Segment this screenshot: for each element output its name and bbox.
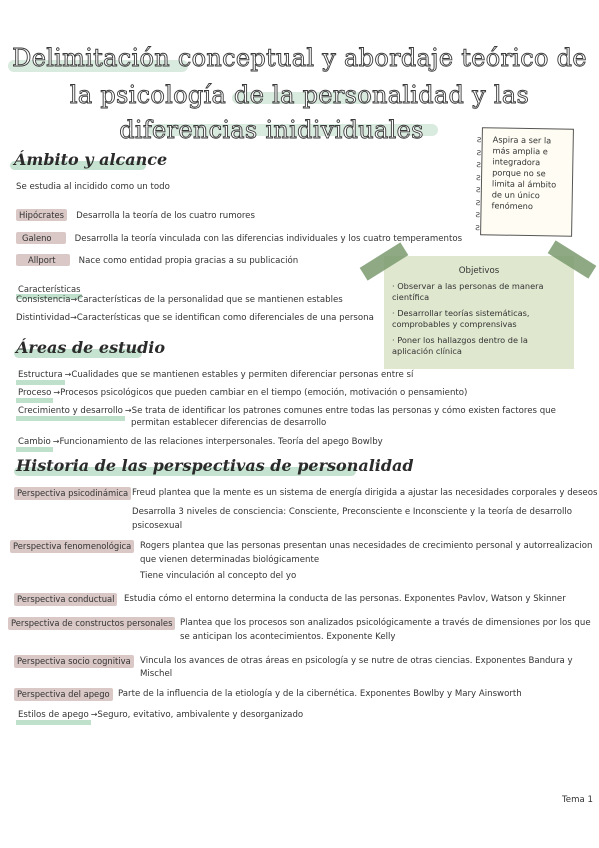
note-line: de un único: [491, 189, 540, 201]
section-heading-ambito: Ámbito y alcance: [14, 150, 168, 169]
perspective-text: Tiene vinculación al concepto del yo: [140, 571, 297, 581]
area-term: Estructura: [16, 370, 65, 385]
estilos-term: Estilos de apego: [16, 710, 91, 725]
area-text: Cualidades que se mantienen estables y permiten diferenciar personas entre sí: [71, 370, 414, 380]
perspective-text: Rogers plantea que las personas presentan unas necesidades de crecimiento personal y autorrealizacion: [140, 541, 593, 551]
author-text: Desarrolla la teoría vinculada con las diferencias individuales y los cuatro temperamentos: [74, 234, 463, 244]
area-item: [16, 436, 383, 448]
objetivo-line: · Poner los hallazgos dentro de la: [392, 335, 528, 345]
arrow-icon: →: [70, 295, 78, 304]
objetivo-line: aplicación clínica: [392, 346, 462, 356]
caracteristica-term: Consistencia: [16, 295, 71, 305]
estilos-apego-item: [16, 709, 303, 721]
perspective-tag: Perspectiva de constructos personales: [8, 617, 175, 630]
sticky-note: [475, 127, 574, 237]
caracteristica-item: [16, 312, 374, 324]
perspective-text: Freud plantea que la mente es un sistema de energía dirigida a ajustar las necesidades corporales y deseos: [132, 488, 598, 498]
arrow-icon: →: [124, 406, 132, 415]
note-line: más amplia e: [492, 145, 548, 157]
area-text: Funcionamiento de las relaciones interpersonales. Teoría del apego Bowlby: [59, 437, 383, 447]
caracteristica-term: Distintividad: [16, 313, 71, 323]
objetivos-title: Objetivos: [458, 266, 500, 276]
ambito-row: [16, 226, 462, 245]
spiral-binding: ƨ ƨ ƨ ƨ ƨ ƨ ƨ ƨ: [475, 135, 482, 233]
objetivo-line: científica: [392, 292, 430, 302]
arrow-icon: →: [64, 370, 72, 379]
note-line: Aspira a ser la: [492, 134, 552, 146]
author-tag: Allport: [16, 254, 70, 266]
area-item: [16, 369, 413, 381]
arrow-icon: →: [52, 437, 60, 446]
page-title-line3: diferencias inidividuales: [119, 116, 424, 144]
note-line: porque no se: [492, 167, 546, 179]
note-line: limita al ámbito: [491, 178, 557, 190]
perspective-text: Parte de la influencia de la etiología y de la cibernética. Exponentes Bowlby y Mary Ainsworth: [118, 689, 522, 699]
perspective-text: Mischel: [140, 669, 173, 679]
arrow-icon: →: [53, 388, 61, 397]
caracteristica-text: Características que se identifican como diferenciales de una persona: [76, 313, 374, 323]
note-line: integradora: [492, 156, 541, 168]
section-heading-areas: Áreas de estudio: [16, 338, 166, 357]
perspective-text: psicosexual: [132, 521, 183, 531]
arrow-icon: →: [90, 710, 98, 719]
objetivo-line: comprobables y comprensivas: [392, 319, 517, 329]
objetivo-line: · Desarrollar teorías sistemáticas,: [392, 308, 530, 318]
caracteristica-item: [16, 294, 343, 306]
perspective-text: que vienen determinadas biológicamente: [140, 555, 320, 565]
perspective-text: Estudia cómo el entorno determina la conducta de las personas. Exponentes Pavlov, Watson y Skinner: [124, 594, 566, 604]
perspective-tag: Perspectiva psicodinámica: [14, 487, 131, 500]
author-text: Desarrolla la teoría de los cuatro rumores: [76, 211, 255, 221]
perspective-tag: Perspectiva conductual: [14, 593, 117, 606]
objetivo-line: · Observar a las personas de manera: [392, 281, 544, 291]
perspective-tag: Perspectiva socio cognitiva: [14, 655, 134, 668]
caracteristica-text: Características de la personalidad que se mantienen estables: [77, 295, 343, 305]
area-text: Procesos psicológicos que pueden cambiar en el tiempo (emoción, motivación o pensamiento): [60, 388, 468, 398]
area-text: Se trata de identificar los patrones comunes entre todas las personas y cómo existen factores que: [131, 406, 556, 416]
perspective-tag: Perspectiva fenomenológica: [10, 540, 134, 553]
objetivos-note: [384, 256, 574, 369]
perspective-text: Vincula los avances de otras áreas en psicología y se nutre de otras ciencias. Exponentes Bandura y: [140, 656, 573, 666]
estilos-text: Seguro, evitativo, ambivalente y desorganizado: [97, 710, 304, 720]
author-tag: Hipócrates: [16, 209, 67, 221]
perspective-text: Desarrolla 3 niveles de consciencia: Consciente, Preconsciente e Inconsciente y la teoría de desarrollo: [132, 507, 573, 517]
area-item: [16, 387, 467, 399]
area-item: [16, 405, 556, 417]
caracteristicas-label: Características: [16, 284, 82, 299]
ambito-intro: Se estudia al incidido como un todo: [16, 182, 170, 192]
area-term: Proceso: [16, 388, 53, 403]
area-term: Crecimiento y desarrollo: [16, 406, 125, 421]
author-text: Nace como entidad propia gracias a su publicación: [78, 256, 299, 266]
page-footer-tema: Tema 1: [562, 795, 593, 805]
arrow-icon: →: [70, 313, 77, 322]
area-text-continued: permitan establecer diferencias de desarrollo: [131, 418, 327, 428]
perspective-tag: Perspectiva del apego: [14, 688, 113, 701]
note-line: fenómeno: [491, 200, 534, 212]
ambito-row: [16, 203, 255, 222]
page-title-line1: Delimitación conceptual y abordaje teórico de: [12, 44, 587, 72]
ambito-row: [16, 248, 298, 267]
perspective-text: se anticipan los acontecimientos. Exponente Kelly: [180, 632, 396, 642]
area-term: Cambio: [16, 437, 53, 452]
author-tag: Galeno: [16, 232, 66, 244]
section-heading-historia: Historia de las perspectivas de personalidad: [16, 456, 414, 475]
page-title-line2: la psicología de la personalidad y las: [69, 81, 530, 109]
perspective-text: Plantea que los procesos son analizados psicológicamente a través de dimensiones por los que: [180, 618, 591, 628]
